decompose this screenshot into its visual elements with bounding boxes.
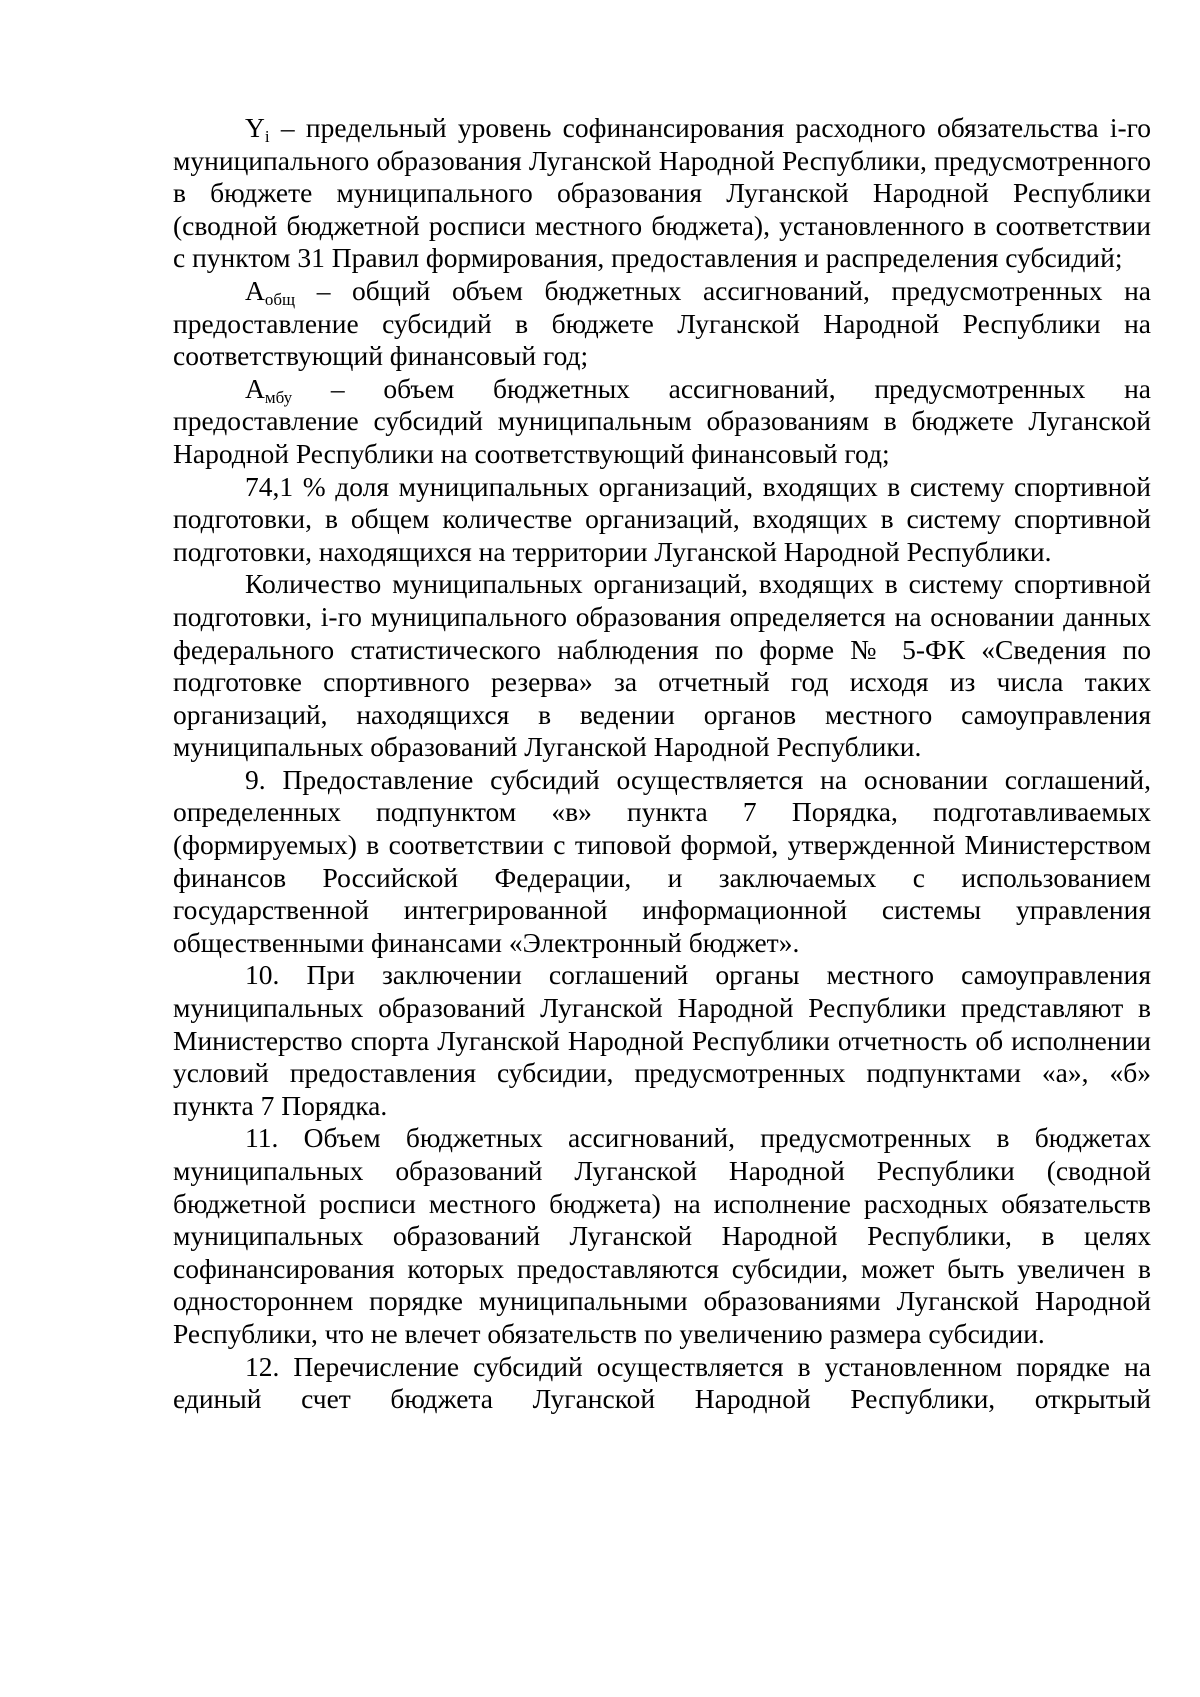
definition-yi-text: – предельный уровень софинансирования расходного обязательства i-го муниципального образования Луганской Народной Республики, предусмотренного в бюджете муниципального образования Луганской Народной Республики (сводной бюджетной росписи местного бюджета), установленного в соответствии с пунктом 31 Правил формирования, предоставления и распределения субсидий; — [173, 112, 1151, 274]
clause-10: 10. При заключении соглашений органы местного самоуправления муниципальных образований Луганской Народной Республики представляют в Министерство спорта Луганской Народной Республики отчетность об исполнении условий предоставления субсидии, предусмотренных подпунктами «а», «б» пункта 7 Порядка. — [173, 959, 1151, 1121]
definition-a-total — [173, 275, 1151, 373]
definition-yi — [173, 112, 1151, 275]
subscript-mbu: мбу — [264, 387, 293, 407]
subscript-total: общ — [264, 289, 296, 309]
definition-a-mbu-text: – объем бюджетных ассигнований, предусмотренных на предоставление субсидий муниципальным образованиям в бюджете Луганской Народной Республики на соответствующий финансовый год; — [173, 372, 1151, 469]
symbol-y: Y — [245, 112, 265, 143]
paragraph-organization-count: Количество муниципальных организаций, входящих в систему спортивной подготовки, i-го муниципального образования определяется на основании данных федерального статистического наблюдения по форме № 5-ФК «Сведения по подготовке спортивного резерва» за отчетный год исходя из числа таких организаций, находящихся в ведении органов местного самоуправления муниципальных образований Луганской Народной Республики. — [173, 568, 1151, 763]
symbol-a: A — [245, 372, 265, 404]
subscript-i: i — [264, 127, 270, 146]
clause-9: 9. Предоставление субсидий осуществляется на основании соглашений, определенных подпунктом «в» пункта 7 Порядка, подготавливаемых (формируемых) в соответствии с типовой формой, утвержденной Министерством финансов Российской Федерации, и заключаемых с использованием государственной интегрированной информационной системы управления общественными финансами «Электронный бюджет». — [173, 763, 1151, 958]
clause-11: 11. Объем бюджетных ассигнований, предусмотренных в бюджетах муниципальных образований Луганской Народной Республики (сводной бюджетной росписи местного бюджета) на исполнение расходных обязательств муниципальных образований Луганской Народной Республики, в целях софинансирования которых предоставляются субсидии, может быть увеличен в одностороннем порядке муниципальными образованиями Луганской Народной Республики, что не влечет обязательств по увеличению размера субсидии. — [173, 1122, 1151, 1349]
definition-a-total-text: – общий объем бюджетных ассигнований, предусмотренных на предоставление субсидий в бюджете Луганской Народной Республики на соответствующий финансовый год; — [173, 274, 1151, 372]
definition-a-mbu — [173, 373, 1151, 471]
symbol-a: A — [245, 274, 265, 306]
clause-12: 12. Перечисление субсидий осуществляется в установленном порядке на единый счет бюджета Луганской Народной Республики, открытый — [173, 1350, 1151, 1415]
document-page — [173, 112, 1151, 1416]
paragraph-share: 74,1 % доля муниципальных организаций, входящих в систему спортивной подготовки, в общем количестве организаций, входящих в систему спортивной подготовки, находящихся на территории Луганской Народной Республики. — [173, 470, 1151, 567]
